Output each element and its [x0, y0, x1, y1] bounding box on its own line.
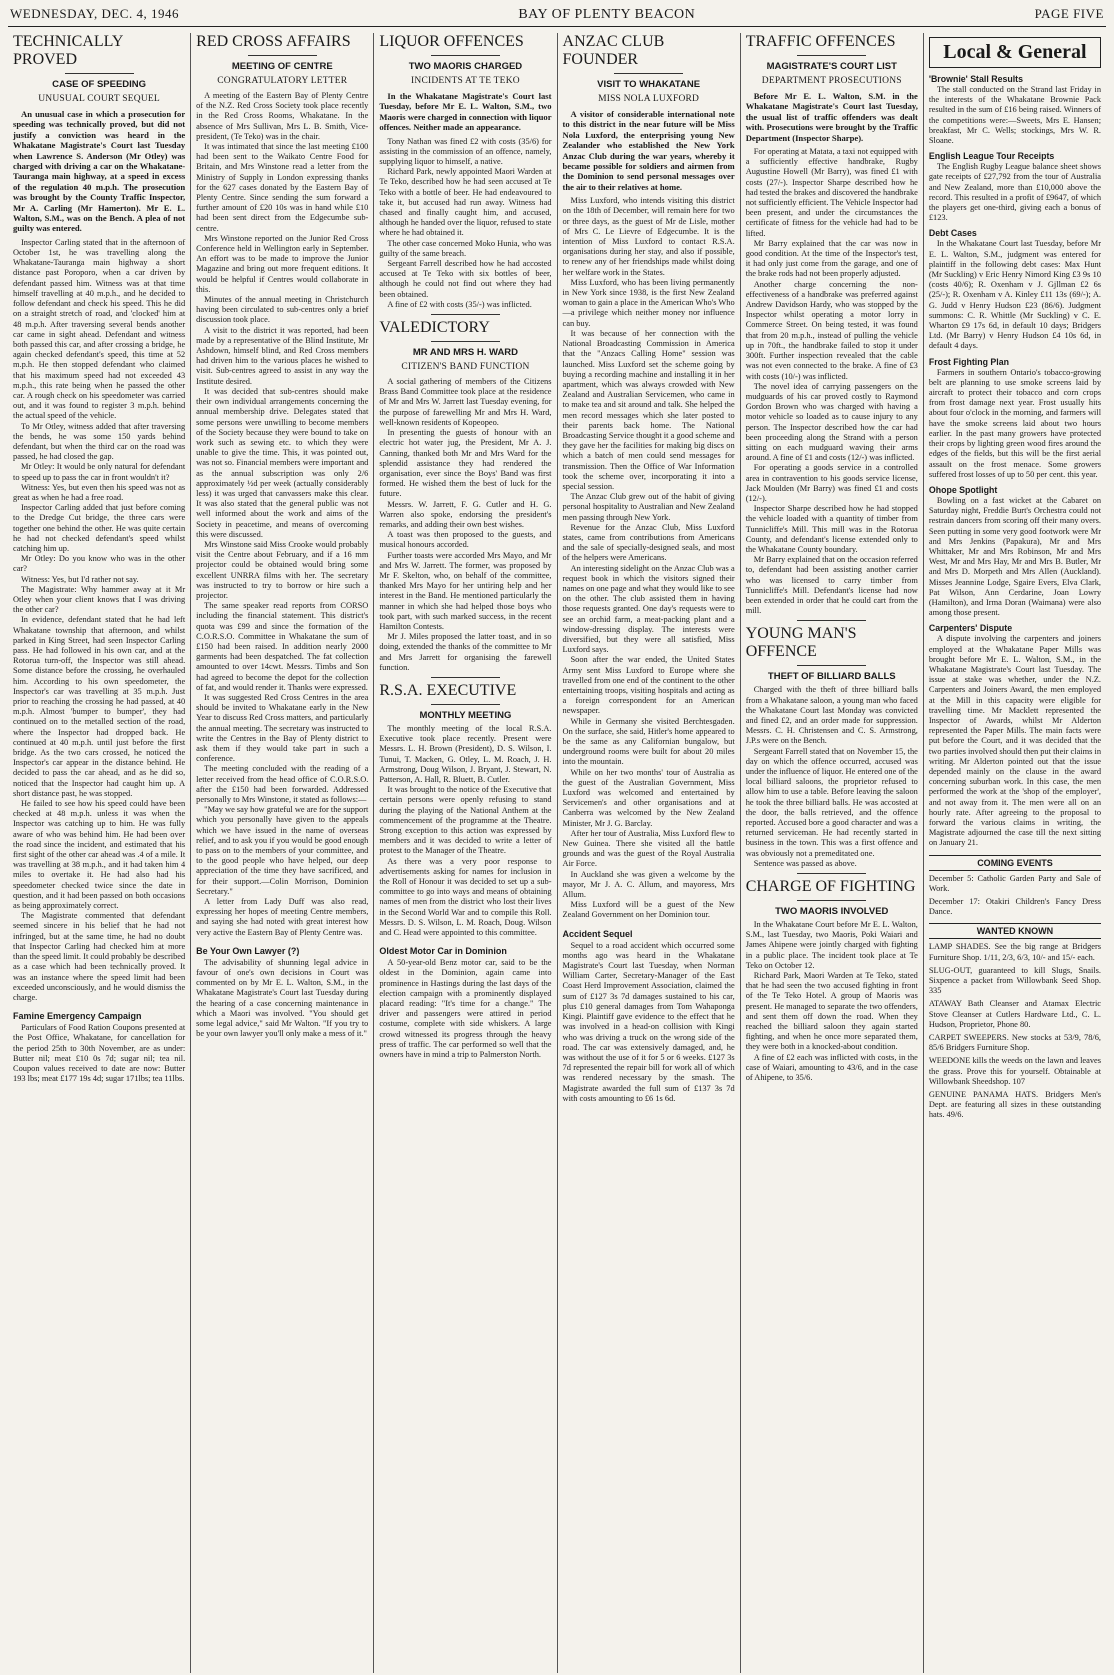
- headline: TECHNICALLY PROVED: [13, 33, 123, 68]
- paragraph: In the Whakatane Court last Tuesday, before Mr E. L. Walton, S.M., judgment was entered for plaintiff in the following debt cases: Max Hunt (Mr Suckling) v Eric Henry Nimord King £3 9s 10 (costs 40/6); R. Oxenham v J. Gjllman £2 6s (25/-); R. Oxenham v A. Kinley £11 13s (69/-); A. G. Judd v Henry Hudson £23 (86/6). Judgment summons: C. R. Whittle (Mr Suckling) v C. E. Wharton £9 17s 6d, in default 10 days; Bridgers Ltd. (Mr Barry) v Henry Hudson £4 10s 6d, in default 4 days.: [928, 239, 1102, 351]
- paragraph: Messrs. W. Jarrett, F. G. Cutler and H. G. Warren also spoke, endorsing the president's remarks, and adding their own best wishes.: [379, 499, 552, 529]
- paragraph: Charged with the theft of three billiard balls from a Whakatane saloon, a young man who faced the Whakatane Court last Monday was convicted and fined £2, and an order made for suppression. Messrs. C. H. Christensen and C. S. Armstrong, J.P.s were on the Bench.: [745, 685, 918, 746]
- headline: RED CROSS AFFAIRS: [196, 33, 351, 50]
- subheadline: THEFT OF BILLIARD BALLS: [767, 671, 896, 683]
- classified-ad: December 17: Otakiri Children's Fancy Dress Dance.: [928, 897, 1102, 917]
- divider: [614, 73, 683, 74]
- paragraph: It was intimated that since the last meeting £100 had been sent to the Waikato Centre Food for Britain, and Mrs Winstone read a letter from the Ministry of Supply in London expressing thanks for the 627 cases donated by the Eastern Bay of Plenty Centre. Since sending the sum forward a further amount of £20 10s was in hand while £10 had been sent direct from the Edgecumbe sub-centre.: [196, 142, 369, 233]
- masthead: [8, 6, 1106, 27]
- subheadline: TWO MAORIS INVOLVED: [775, 906, 889, 918]
- lead-paragraph: A visitor of considerable international note to this district in the near future will be Miss Nola Luxford, the enterprising young New Zealander who established the New York Anzac Club during the war years, whereby it became possible for soldiers and airmen from the Dominion to send personal messages over the air to their relatives at home.: [562, 109, 735, 192]
- paragraph: A fine of £2 with costs (35/-) was inflicted.: [387, 299, 532, 309]
- column-3: [374, 33, 557, 1673]
- paragraph: In the Whakatane Court before Mr E. L. Walton, S.M., last Tuesday, two Maoris, Poki Waiari and James Ahipene were jointly charged with fighting in a public place. The incident took place at Te Teko on October 12.: [745, 920, 918, 970]
- headline: VALEDICTORY: [379, 319, 490, 337]
- paragraph: A meeting of the Eastern Bay of Plenty Centre of the N.Z. Red Cross Society took place recently in the Red Cross Rooms, Whakatane. In the absence of Mrs Sullivan, Mrs L. B. Smith, Vice-president, (Te Teko) was in the chair.: [196, 91, 369, 141]
- section-heading: Frost Fighting Plan: [928, 356, 1010, 367]
- classified-ad: LAMP SHADES. See the big range at Bridgers Furniture Shop. 1/11, 2/3, 6/3, 10/- and 15/- each.: [928, 942, 1102, 962]
- deck: CONGRATULATORY LETTER: [217, 76, 348, 86]
- paragraph: In presenting the guests of honour with an electric hot water jug, the President, Mr A. J. Canning, thanked both Mr and Mrs Ward for the splendid assistance they had rendered the organisation, ever since the Boys' Band was first formed. He wished them the best of luck for the future.: [379, 428, 552, 499]
- local-general-title: Local & General: [929, 37, 1101, 68]
- paragraph: Sergeant Farrell stated that on November 15, the day on which the offence occurred, accused was under the influence of liquor. He entered one of the local billiard saloons, the proprietor refused to allow him to use a table. Before leaving the saloon he took the three billiard balls. He was accosted at the door, the balls retrieved, and the offence reported. Accused bore a good character and was a returned serviceman. He had recently started in business in the town. This was a first offence and was obviously not a premeditated one.: [745, 746, 918, 858]
- divider: [431, 314, 500, 315]
- paragraph: A social gathering of members of the Citizens Brass Band Committee took place at the residence of Mr and Mrs W. Jarrett last Tuesday evening, for the purpose of farewelling Mr and Mrs H. Ward, well-known residents of Kopeopeo.: [379, 377, 552, 427]
- section-heading: Carpenters' Dispute: [928, 623, 1013, 634]
- paragraph: While on her two months' tour of Australia as the guest of the Australian Government, Miss Luxford was welcomed and entertained by Servicemen's and other organisations and at Canberra was welcomed by the New Zealand Minister, Mr J. G. Barclay.: [562, 767, 735, 828]
- paragraph: Inspector Carling added that just before coming to the Dredge Cut bridge, the three cars were together one behind the other. He was quite certain he had not checked defendant's speed whilst catching him up.: [13, 503, 186, 553]
- box-heading: WANTED KNOWN: [929, 923, 1101, 939]
- paragraph: The Anzac Club grew out of the habit of giving personal hospitality to Australian and New Zealand men passing through New York.: [562, 492, 735, 522]
- paragraph: It was because of her connection with the National Broadcasting Commission in America that the "Anzacs Calling Home" session was launched. Miss Luxford set the scheme going by buying a recording machine and installing it in her apartment, which was always crowded with New Zealand and Australian Servicemen, who came in to make tea and sit around and talk. She helped the men record messages which she later posted to their parents back home. The National Broadcasting Service thought it a good scheme and they gave her the facilities for making big discs on which a batch of men could send messages for transmission. Then the Office of War Information took the scheme over, incorporating it into a special session.: [562, 328, 735, 491]
- paragraph: Sergeant Farrell described how he had accosted accused at Te Teko with six bottles of beer, although he could not find out where they had been obtained.: [379, 259, 552, 299]
- paragraph: Soon after the war ended, the United States Army sent Miss Luxford to Europe where she travelled from one end of the continent to the other entertaining troops, visiting hospitals and acting as a foreign correspondent for an American newspaper.: [562, 655, 735, 716]
- paragraph: Witness: Yes, but even then his speed was not as great as when he had a free road.: [13, 482, 186, 502]
- paragraph: Mrs Winstone said Miss Crooke would probably visit the Centre about February, and if a 16 mm projector could be obtained would bring some excellent UNRRA films with her. The secretary was instructed to try to borrow or hire such a projector.: [196, 539, 369, 600]
- lead-paragraph: Before Mr E. L. Walton, S.M. in the Whakatane Magistrate's Court last Tuesday, the usual list of traffic offenders was dealt with. Prosecutions were brought by the Traffic Department (Inspector Sharpe).: [745, 91, 918, 143]
- paragraph: A visit to the district it was reported, had been made by a representative of the Blind Institute, Mr Ashdown, himself blind, and Red Cross members had driven him to the various places he wished to visit. Sub-centres agreed to assist in any way the Institute desired.: [196, 325, 369, 386]
- divider: [797, 873, 866, 874]
- paragraph: The novel idea of carrying passengers on the mudguards of his car proved costly to Raymond Gordon Brown who was charged with having a motor vehicle so loaded as to cause injury to any person. The Inspector described how the car had been proceeding along the Strand with a person sitting on each mudguard waving their arms around. A fine of £1 and costs (12/-) was inflicted.: [745, 381, 918, 463]
- paragraph: Mr Otley: Do you know who was in the other car?: [13, 554, 186, 574]
- paragraph: It was decided that sub-centres should make their own individual arrangements concerning the annual membership drive. Delegates stated that some persons were unwilling to become members of the Society because they were bound to take on work such as sewing etc. to which they were unable to give the time. This, it was pointed out, was not so. Financial members were important and as the annual subscription was only 2/6 approximately ½d per week (actually considerably less) it was urged that canvassers make this clear. It was also stated that the general public was not well informed about the work and aims of the Society in peacetime, and means of overcoming this were discussed.: [196, 386, 369, 539]
- paragraph: Miss Luxford, who intends visiting this district on the 18th of December, will remain here for two or three days, as the guest of Mr de Lisle, mother of Mrs C. Le Lievre of Edgecumbe. It is the intention of Miss Luxford to contact R.S.A. organisations during her stay, and also if possible, to renew any of her friendships made whilst doing her welfare work in the States.: [562, 196, 735, 277]
- masthead-title: BAY OF PLENTY BEACON: [518, 7, 696, 22]
- classified-ad: CARPET SWEEPERS. New stocks at 53/9, 78/6, 85/6 Bridgers Furniture Shop.: [928, 1033, 1102, 1053]
- paragraph: Mr J. Miles proposed the latter toast, and in so doing, extended the thanks of the committee to Mr and Mrs Jarrett for organising the farewell function.: [379, 632, 552, 672]
- paragraph: Another charge concerning the non-effectiveness of a handbrake was preferred against Andrew Davidson Hardy, who was stopped by the Inspector whilst operating a motor lorry in Commerce Street. On being tested, it was found that from 20 m.p.h., instead of pulling the vehicle up in 70ft., the handbrake failed to stop it under 300ft. Further inspection revealed that the cable was not even connected to the brake. A fine of £3 with costs (10/-) was inflicted.: [745, 279, 918, 381]
- paragraph: The Magistrate commented that defendant seemed sincere in his belief that he had not infringed, but at the same time, he had no doubt that Inspector Carling had checked him at more than the speed limit. It could probably be described as a case which had been technically proved. It was an instance where the speed limit had been exceeded unconsciously, and he would dismiss the charge.: [13, 911, 186, 1002]
- divider: [797, 900, 866, 901]
- section-heading: Accident Sequel: [562, 928, 633, 939]
- column-1: [8, 33, 191, 1673]
- headline: ANZAC CLUB FOUNDER: [562, 33, 665, 68]
- paragraph: It was brought to the notice of the Executive that certain persons were openly refusing to stand during the playing of the National Anthem at the commencement of the programme at the Theatre. Strong exception to this action was expressed by members and it was decided to write a letter of protest to the Manager of the Theatre.: [379, 785, 552, 856]
- paragraph: A letter from Lady Duff was also read, expressing her hopes of meeting Centre members, and saying she had noted with great interest how very active the Eastern Bay of Plenty Centre was.: [196, 897, 369, 937]
- divider: [248, 55, 317, 56]
- paragraph: As there was a very poor response to advertisements asking for names for inclusion in the Roll of Honour it was decided to set up a sub-committee to go into ways and means of obtaining names of men from the district who lost their lives in the Second World War and to compile this Roll. Messrs. D. S. Wilson, L. M. Roach, Doug. Wilson and C. Head were appointed to this committee.: [379, 856, 552, 938]
- deck: UNUSUAL COURT SEQUEL: [38, 94, 160, 104]
- paragraph: He failed to see how his speed could have been checked at 48 m.p.h. unless it was when the Inspector was catching up to him. He was fully aware of who was behind him. He had been over the road since the incident, and estimated that his first sight of the other car ahead was .4 of a mile. It was travelling at 38 m.p.h., and it had taken him 4 miles to overtake it. He had also had his speedometer checked twice since the date in question, and it had been passed on both occasions as being approximately correct.: [13, 799, 186, 911]
- headline: TRAFFIC OFFENCES: [745, 33, 896, 50]
- paragraph: A fine of £2 each was inflicted with costs, in the case of Waiari, amounting to 43/6, and in the case of Ahipene, to 35/6.: [745, 1052, 918, 1083]
- box-heading: COMING EVENTS: [929, 855, 1101, 871]
- paragraph: Miss Luxford will be a guest of the New Zealand Government on her Dominion tour.: [562, 900, 735, 920]
- headline: YOUNG MAN'S OFFENCE: [745, 625, 857, 661]
- masthead-date: WEDNESDAY, DEC. 4, 1946: [10, 6, 179, 21]
- paragraph: Richard Park, Maori Warden at Te Teko, stated that he had seen the two accused fighting in front of the Te Teko Hotel. A group of Maoris was present. He managed to separate the two offenders, and sent them off down the road. When they reached the billiard saloon they again started fighting, and when he once more separated them, they were both in a knocked-about condition.: [745, 971, 918, 1052]
- paragraph: Witness: Yes, but I'd rather not say.: [21, 574, 139, 584]
- paragraph: Mr Otley: It would be only natural for defendant to speed up to pass the car in front wouldn't it?: [13, 462, 186, 482]
- subheadline: MEETING OF CENTRE: [231, 61, 333, 72]
- headline: CHARGE OF FIGHTING: [745, 878, 916, 896]
- paragraph: Inspector Carling stated that in the afternoon of October 1st, he was travelling along the Whakatane-Tauranga main highway a short distance past Poroporo, when a car driven by defendant passed him. Witness was at that time himself travelling at 40 m.p.h., and he decided to follow defendant and check his speed. This he did on a straight stretch of road, and 'clocked' him at 48 m.p.h. After traversing several bends another car came in sight ahead. Defendant and witness both passed this car, and after crossing a bridge, he again checked defendant's speed, this time at 52 m.p.h. He then stopped defendant who claimed that his maximum speed had not exceeded 43 m.p.h., this rate being when he passed the other car. A rough check on his speedometer was carried out, and it was found to register 3 m.p.h. behind the actual speed of the vehicle.: [13, 237, 186, 421]
- classified-ad: SLUG-OUT, guaranteed to kill Slugs, Snails. Sixpence a packet from Willowbank Seed Shop. 335: [928, 965, 1102, 996]
- paragraph: The advisability of shunning legal advice in favour of one's own decisions in Court was commented on by Mr E. L. Walton, S.M., in the Whakatane Magistrate's Court last Tuesday during the hearing of a case concerning maintenance in which a Maori was involved. "You should get some legal advice," said Mr Walton. "If you try to be your own lawyer you'll only make a mess of it.": [196, 957, 369, 1039]
- paragraph: Sentence was passed as above.: [753, 858, 857, 868]
- paragraph: Particulars of Food Ration Coupons presented at the Post Office, Whakatane, for cancellation for the period 25th to 30th November, are as under: Butter nil; meat £10 0s 7d; sugar nil; tea nil. Coupon values received to date are now: Butter 193 lbs; meat £177 19s 4d; sugar 171lbs; tea 11lbs.: [13, 1023, 186, 1084]
- headline: R.S.A. EXECUTIVE: [379, 681, 517, 699]
- paragraph: Inspector Sharpe described how he had stopped the vehicle loaded with a quantity of timber from Tunnicliffe's Mill. This mill was in the Rotorua County, and defendant's license extended only to the Whakatane County boundary.: [745, 504, 918, 554]
- classified-ad: December 5: Catholic Garden Party and Sale of Work.: [928, 873, 1102, 893]
- paragraph: Farmers in southern Ontario's tobacco-growing belt are planning to use smoke screens laid by aircraft to protect their tobacco and corn crops from frost damage next year. Frost usually hits about four o'clock in the morning, and farmers will have the smoke screens laid about two hours earlier. In the past many growers have protected their crops by lighting green wood fires around the edges of the fields, but this will be the first aerial assault on the frost menace. Some growers suffered frost losses of up to 50 per cent. this year.: [928, 367, 1102, 479]
- paragraph: A dispute involving the carpenters and joiners employed at the Whakatane Paper Mills was brought before Mr E. L. Walton, S.M., in the Whakatane Magistrate's Court last Tuesday. The issue at stake was whether, under the N.Z. Carpenters and Joiners Award, the men employed at the Mill in this capacity were eligible for travelling time. Mr Macklett represented the Inspector of Awards, whilst Mr Alderton represented the Paper Mills. The main facts were put before the Court, and it was decided that the two parties involved should then put their claims in writing. Mr Alderton pointed out that the issue depended mainly on the clause in the award concerning suburban work. In this case, the men performed the work at the 'shop of the employer', and not away from it. The men were all on an hourly rate. After agreeing to the proposal to forward the various claims in writing, the Magistrate adjourned the case till the next sitting on January 21.: [928, 634, 1102, 848]
- column-5: [741, 33, 924, 1673]
- paragraph: Miss Luxford, who has been living permanently in New York since 1938, is the first New Zealand woman to gain a place in the American Who's Who—a privilege which neither money nor influence can buy.: [562, 277, 735, 328]
- paragraph: Bowling on a fast wicket at the Cabaret on Saturday night, Freddie Burt's Orchestra could not restrain dancers from scoring off their many overs. Seen putting in some very good footwork were Mr and Mrs Jenkins (Papakura), Mr and Mrs Whittaker, Mr and Mrs Robinson, Mr and Mrs West, Mr and Mrs Hay, Mr and Mrs B. Butler, Mr and Mrs D. Morpeth and Mrs Allen (Auckland). Misses Jeannine Lodge, Sgaire Evers, Elva Clark, Pat Wilson, Ann Cerdarine, Joan Lowry (Hamilton), and Irma Doran (Waimana) were also among those present.: [928, 495, 1102, 618]
- subheadline: CASE OF SPEEDING: [52, 79, 147, 90]
- paragraph: A 50-year-old Benz motor car, said to be the oldest in the Dominion, again came into prominence in Hastings during the last days of the election campaign with a prominently displayed placard reading: "It's time for a change." The driver and passengers were attired in period costume, complete with side whiskers. A large crowd witnessed its progress through the heavy press of traffic. The car performed so well that the owners have in mind a trip to Palmerston North.: [379, 958, 552, 1060]
- section-heading: Ohope Spotlight: [928, 484, 998, 495]
- paragraph: After her tour of Australia, Miss Luxford flew to New Guinea. There she visited all the battle grounds and was the guest of the Royal Australia Air Force.: [562, 828, 735, 869]
- paragraph: The same speaker read reports from CORSO including the financial statement. This district's quota was £99 and since the formation of the C.O.R.S.O. Committee in Whakatane the sum of £150 had been raised. In addition nearly 2000 garments had been despatched. The fat collection amounted to over 14cwt. Messrs. Timbs and Son had agreed to become the depot for the collection of fat, and would render it. Thanks were expressed.: [196, 601, 369, 692]
- classified-ad: WEEDONE kills the weeds on the lawn and leaves the grass. Prove this for yourself. Obtainable at Willowbank Sheedshop. 107: [928, 1056, 1102, 1086]
- lead-paragraph: In the Whakatane Magistrate's Court last Tuesday, before Mr E. L. Walton, S.M., two Maoris were charged in connection with liquor offences. Neither made an appearance.: [379, 91, 552, 133]
- section-heading: Debt Cases: [928, 228, 977, 239]
- column-2: [191, 33, 374, 1673]
- divider: [797, 665, 866, 666]
- deck: INCIDENTS AT TE TEKO: [411, 76, 520, 86]
- paragraph: The stall conducted on the Strand last Friday in the interests of the Whakatane Brownie Pack resulted in the sum of £16 being raised. Winners of the competitions were:—Sweets, Mrs E. Hansen; breakfast, Mr C. Wells; stockings, Mrs W. R. Sloane.: [928, 85, 1102, 146]
- paragraph: For operating at Matata, a taxi not equipped with a sufficiently effective handbrake, Rugby Augustine Howell (Mr Barry), was fined £1 with costs (27/-). Inspector Sharpe described how he had tested the brakes and discovered the handbrake not sufficiently efficient. The Vehicle Inspector had been present, and under the circumstances the certificate of fitness for the vehicle had had to be lifted.: [745, 147, 918, 238]
- paragraph: A toast was then proposed to the guests, and musical honours accorded.: [379, 530, 552, 550]
- divider: [431, 704, 500, 705]
- paragraph: An interesting sidelight on the Anzac Club was a request book in which the visitors signed their names on one page and what they would like to see on the other. The club assisted them in having those requests granted. One day's requests were to see an orchid farm, a meat-packing plant and a window-dressing display. The interests were diversified, but they were all satisfied, Miss Luxford says.: [562, 563, 735, 655]
- column-6: [924, 33, 1106, 1673]
- column-4: [558, 33, 741, 1673]
- subheadline: MAGISTRATE'S COURT LIST: [766, 61, 897, 72]
- paragraph: Further toasts were accorded Mrs Mayo, and Mr and Mrs W. Jarrett. The former, was proposed by Mr F. Skelton, who, on behalf of the committee, thanked Mrs Mayo for her untiring help and her interest in the Band. He mentioned particularly the manner in which she had helped those boys who took part, with such marked success, in the recent Hamilton Contests.: [379, 550, 552, 631]
- paragraph: Mr Barry explained that the car was now in good condition. At the time of the Inspector's test, it had only just come from the garage, and one of the brake rods had not been properly adjusted.: [745, 238, 918, 279]
- divider: [797, 55, 866, 56]
- classified-ad: ATAWAY Bath Cleanser and Atamax Electric Stove Cleanser at Cutlers Hardware Ltd., C. L. Hudson, Proprietor, Phone 80.: [928, 999, 1102, 1029]
- divider: [431, 55, 500, 56]
- paragraph: While in Germany she visited Berchtesgaden. On the surface, she said, Hitler's home appeared to be the same as any Californian bungalow, but underground rooms were built for about 20 miles into the mountain.: [562, 716, 735, 767]
- subheadline: MR AND MRS H. WARD: [412, 347, 519, 359]
- headline: LIQUOR OFFENCES: [379, 33, 524, 50]
- section-heading: 'Brownie' Stall Results: [928, 74, 1023, 84]
- paragraph: Tony Nathan was fined £2 with costs (35/6) for assisting in the commission of an offence, namely, supplying liquor to himself, a native.: [379, 136, 552, 167]
- paragraph: The meeting concluded with the reading of a letter received from the head office of C.O.R.S.O. after the £150 had been forwarded. Addressed personally to Mrs Winstone, it stated as follows:—: [196, 764, 369, 805]
- paragraph: Mrs Winstone reported on the Junior Red Cross Conference held in Wellington early in September. An effort was to be made to improve the Junior Magazine and bring out more frequent editions. It would be helpful if Centres would collaborate in this.: [196, 233, 369, 294]
- paragraph: In evidence, defendant stated that he had left Whakatane township that afternoon, and whilst parked in King Street, had seen Inspector Carling pass. He had followed in his own car, and at the Rotorua turn-off, the Inspector was still ahead. Some distance before the crossing, he overhauled him. According to his own speedometer, the Inspector's car was travelling at 35 m.p.h. Just prior to reaching the crossing he had passed, at 40 m.p.h. Almost 'bumper to bumper', they had continued on to the metalled section of the road, where the Inspector had dropped back. He continued at 40 m.p.h. until just before the first bridge. As the two cars crossed, he noticed the Inspector's car appear in the distance behind. He decided to pass the car ahead, and as he did so, noticed that the Inspector had caught him up. A short distance past, he was stopped.: [13, 615, 186, 798]
- classified-ad: GENUINE PANAMA HATS. Bridgers Men's Dept. are featuring all sizes in these outstanding hats. 49/6.: [928, 1090, 1102, 1120]
- paragraph: It was suggested Red Cross Centres in the area should be invited to Whakatane early in the New Year to discuss Red Cross matters, and particularly the annual meeting. The secretary was instructed to write the Centres in the Bay of Plenty district to ask them if they would take part in such a conference.: [196, 692, 369, 764]
- paragraph: Mr Barry explained that on the occasion referred to, defendant had been assisting another carrier who was licensed to carry timber from Tunnicliffe's Mill. Defendant's license had now been extended in order that he could cart from the mill.: [745, 555, 918, 616]
- paragraph: "May we say how grateful we are for the support which you personally have given to the appeals which we have issued in the name of overseas relief, and to ask you if you would be good enough to pass on to the members of your committee, and to the good people who have helped, our deep appreciation of the time they have sacrificed, and for their support.—Colin Morrison, Dominion Secretary.": [196, 805, 369, 896]
- paragraph: In Auckland she was given a welcome by the mayor, Mr J. A. C. Allum, and mayoress, Mrs Allum.: [562, 869, 735, 900]
- lead-paragraph: An unusual case in which a prosecution for speeding was technically proved, but did not justify a conviction was heard in the Whakatane Magistrate's Court last Tuesday when Lawrence S. Anderson (Mr Otley) was charged with driving a car on the Whakatane-Tauranga main highway, at a speed in excess of the regulation 40 m.p.h. The prosecution was brought by the County Traffic Inspector, Mr A. Carling (Mr Hamerton). Mr E. L. Walton, S.M., was on the Bench. A plea of not guilty was entered.: [13, 109, 186, 234]
- masthead-page-number: PAGE FIVE: [1034, 6, 1104, 21]
- subheadline: VISIT TO WHAKATANE: [597, 79, 701, 90]
- divider: [65, 73, 134, 74]
- divider: [431, 677, 500, 678]
- paragraph: Minutes of the annual meeting in Christchurch having been circulated to sub-centres only a brief discussion took place.: [196, 295, 369, 325]
- section-heading: English League Tour Receipts: [928, 151, 1055, 162]
- subheadline: TWO MAORIS CHARGED: [408, 61, 523, 72]
- paragraph: Sequel to a road accident which occurred some months ago was heard in the Whakatane Magistrate's Court last Tuesday, when Norman William Carter, Secretary-Manager of the East Coast Herd Improvement Association, claimed the sum of £127 3s 7d damages sustained to his car, plus £10 general damages from Tom Wahaponga Kingi. Plaintiff gave evidence to the effect that he was involved in a head-on collision with Kingi who was driving a truck on the wrong side of the road. The car was extensively damaged, and, he was without the use of it for 5 or 6 weeks. £127 3s 7d represented the repair bill for work all of which was rendered necessary by the smash. The Magistrate awarded the full sum of £137 3s 7d with costs amounting to £6 1s 6d.: [562, 940, 735, 1103]
- section-heading: Oldest Motor Car in Dominion: [379, 946, 507, 957]
- divider: [797, 620, 866, 621]
- columns: [8, 33, 1106, 1673]
- paragraph: The monthly meeting of the local R.S.A. Executive took place recently. Present were Messrs. L. H. Brown (President), D. S. Wilson, I. Tunui, T. Macken, G. Otley, L. M. Roach, J. H. Armstrong, Doug Wilson, J. Bryant, J. Stewart, N. Patterson, A. Hall, R. Bluett, B. Cutler.: [379, 723, 552, 784]
- paragraph: Revenue for the Anzac Club, Miss Luxford states, came from contributions from Americans and the sale of specially-designed seals, and most of the helpers were Americans.: [562, 522, 735, 563]
- paragraph: The Magistrate: Why hammer away at it Mr Otley when your client knows that I was driving the other car?: [13, 584, 186, 615]
- paragraph: To Mr Otley, witness added that after traversing the bends, he was some 150 yards behind defendant, but when the third car on the road was passed, he had closed the gap.: [13, 421, 186, 462]
- subheadline: MONTHLY MEETING: [419, 709, 512, 721]
- paragraph: Richard Park, newly appointed Maori Warden at Te Teko, described how he had seen accused at Te Teko with a bottle of beer. He had endeavoured to take it, but accused had run away. Witness had chased and finally caught him, and accused, although he handed over the liquor, refused to state where he had obtained it.: [379, 167, 552, 238]
- paragraph: The other case concerned Moko Hunia, who was guilty of the same breach.: [379, 238, 552, 258]
- section-heading: Famine Emergency Campaign: [13, 1011, 142, 1022]
- deck: MISS NOLA LUXFORD: [598, 94, 700, 104]
- section-heading: Be Your Own Lawyer (?): [196, 945, 300, 956]
- paragraph: The English Rugby League balance sheet shows gate receipts of £27,792 from the tour of Australia and New Zealand, more than £10,000 above the record. This resulted in a profit of £9647, of which the players get one-third, giving each a bonus of £123.: [928, 162, 1102, 223]
- paragraph: For operating a goods service in a controlled area in contravention to his goods service license, Jack Moulden (Mr Barry) was fined £1 and costs (12/-).: [745, 463, 918, 503]
- deck: CITIZEN'S BAND FUNCTION: [401, 362, 530, 373]
- deck: DEPARTMENT PROSECUTIONS: [761, 76, 902, 86]
- divider: [431, 341, 500, 342]
